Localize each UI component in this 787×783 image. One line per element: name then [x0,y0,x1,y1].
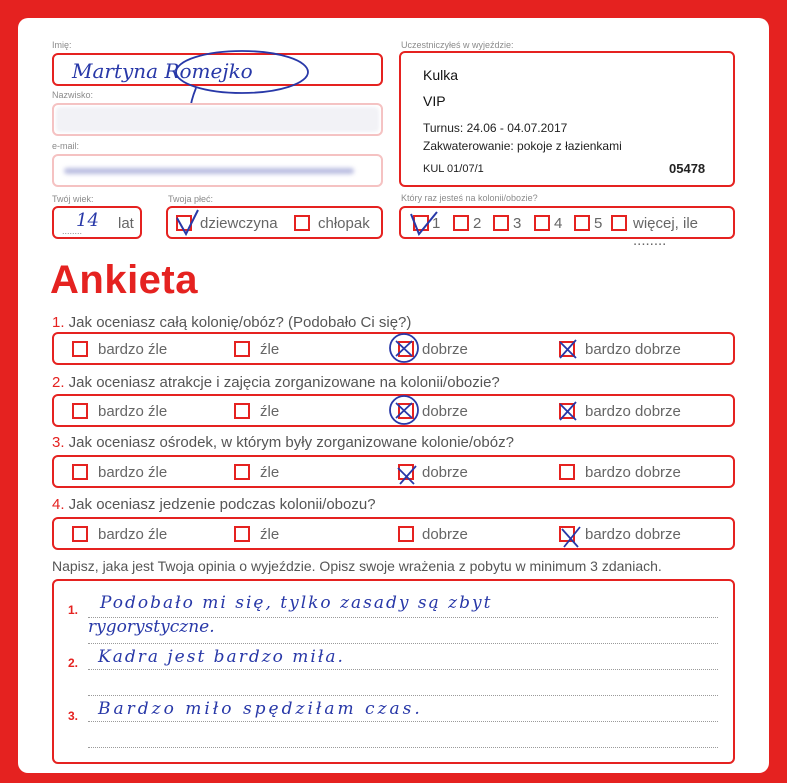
q2-marks [388,390,608,430]
q1-bad-label: źle [260,341,280,358]
q2-very-bad-label: bardzo źle [98,403,168,420]
q4-very-good-label: bardzo dobrze [585,526,681,543]
name-value: Martyna Romejko [72,59,253,83]
name-label: Imię: [52,40,72,50]
q2-bad-checkbox[interactable] [234,403,250,419]
age-label: Twój wiek: [52,194,94,204]
q4-very-bad-label: bardzo źle [98,526,168,543]
age-field[interactable]: ........ 14 lat [52,206,142,239]
age-unit: lat [118,215,134,232]
camp-number: 05478 [669,161,706,176]
turnus-text: Turnus: 24.06 - 04.07.2017 [423,121,568,135]
email-field[interactable] [52,154,383,187]
form-sheet [18,18,769,773]
opinion-number-3: 3. [68,709,79,723]
times-3-checkbox[interactable] [493,215,509,231]
q3-good-mark [394,458,424,488]
q1-very-bad-label: bardzo źle [98,341,168,358]
times-field [399,206,735,249]
times-5-checkbox[interactable] [574,215,590,231]
question-3: 3. Jak oceniasz ośrodek, w którym były zorganizowane kolonie/obóz? [52,434,514,451]
camp-name: Kulka [423,67,459,83]
q4-bad-label: źle [260,526,280,543]
times-4-checkbox[interactable] [534,215,550,231]
q1-good-label: dobrze [422,341,468,358]
opinion-box[interactable] [52,579,735,764]
q4-good-label: dobrze [422,526,468,543]
q3-bad-label: źle [260,464,280,481]
email-label: e-mail: [52,141,80,151]
opinion-line-3: Kadra jest bardzo miła. [98,647,345,667]
camp-code: KUL 01/07/1 [423,163,484,175]
opinion-prompt: Napisz, jaka jest Twoja opinia o wyjeździe. Opisz swoje wrażenia z pobytu w minimum 3 zdaniach. [52,558,662,574]
opinion-line-2: rygorystyczne. [88,617,215,637]
opinion-line-4: Bardzo miło spędziłam czas. [98,699,423,719]
participant-box [399,51,735,187]
q1-very-bad-checkbox[interactable] [72,341,88,357]
q3-very-good-checkbox[interactable] [559,464,575,480]
q1-bad-checkbox[interactable] [234,341,250,357]
q3-very-bad-checkbox[interactable] [72,464,88,480]
opinion-number-2: 2. [68,656,79,670]
q2-bad-label: źle [260,403,280,420]
q3-very-good-label: bardzo dobrze [585,464,681,481]
participant-label: Uczestniczyłeś w wyjeździe: [401,40,514,50]
q2-good-label: dobrze [422,403,468,420]
girl-option-label: dziewczyna [200,215,278,232]
q2-very-bad-checkbox[interactable] [72,403,88,419]
times-more-label: więcej, ile ........ [633,215,699,249]
q1-very-good-label: bardzo dobrze [585,341,681,358]
question-2: 2. Jak oceniasz atrakcje i zajęcia zorganizowane na kolonii/obozie? [52,374,500,391]
times-2-label: 2 [473,215,482,232]
opinion-line-1: Podobało mi się, tylko zasady są zbyt [100,593,493,613]
q3-very-bad-label: bardzo źle [98,464,168,481]
gender-label: Twoja płeć: [168,194,214,204]
question-1: 1. Jak oceniasz całą kolonię/obóz? (Podobało Ci się?) [52,314,412,331]
times-more-checkbox[interactable] [611,215,627,231]
times-4-label: 4 [554,215,563,232]
girl-check-mark [174,208,204,238]
opinion-number-1: 1. [68,603,79,617]
q4-very-bad-checkbox[interactable] [72,526,88,542]
q2-very-good-label: bardzo dobrze [585,403,681,420]
camp-type: VIP [423,93,446,109]
boy-checkbox[interactable] [294,215,310,231]
q1-marks [388,328,608,368]
times-label: Który raz jesteś na kolonii/obozie? [401,193,538,203]
q4-very-good-mark [558,521,588,551]
times-5-label: 5 [594,215,603,232]
q4-good-checkbox[interactable] [398,526,414,542]
surname-field[interactable] [52,103,383,136]
q3-bad-checkbox[interactable] [234,464,250,480]
boy-option-label: chłopak [318,215,370,232]
q3-good-label: dobrze [422,464,468,481]
times-3-label: 3 [513,215,522,232]
times-2-checkbox[interactable] [453,215,469,231]
age-value: 14 [76,210,99,231]
times-1-label: 1 [432,215,441,232]
q4-bad-checkbox[interactable] [234,526,250,542]
accommodation-text: Zakwaterowanie: pokoje z łazienkami [423,139,622,153]
times-1-check-mark [407,208,441,238]
question-4-answers [52,517,735,550]
surname-label: Nazwisko: [52,90,94,100]
survey-title: Ankieta [50,258,198,302]
question-4: 4. Jak oceniasz jedzenie podczas kolonii/obozu? [52,496,376,513]
